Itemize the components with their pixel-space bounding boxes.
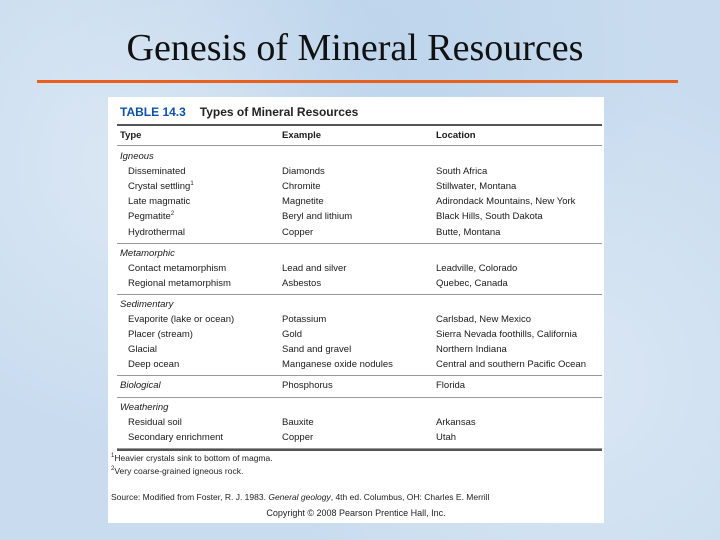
category-example: Phosphorus	[282, 380, 333, 392]
row-type-text: Late magmatic	[128, 196, 191, 208]
category-label: Metamorphic	[120, 247, 175, 259]
source-prefix: Source: Modified from Foster, R. J. 1983.	[111, 492, 269, 502]
row-location: South Africa	[436, 166, 488, 178]
row-example: Asbestos	[282, 277, 322, 289]
row-example: Magnetite	[282, 196, 324, 208]
row-type	[128, 359, 179, 370]
copyright-notice: Copyright © 2008 Pearson Prentice Hall, Inc.	[266, 508, 446, 518]
row-type-text: Contact metamorphism	[128, 262, 227, 274]
source-citation	[111, 492, 601, 502]
table-caption	[120, 105, 358, 119]
row-example: Sand and gravel	[282, 344, 352, 356]
footnote	[111, 466, 243, 476]
row-type	[128, 314, 234, 325]
row-location: Sierra Nevada foothills, California	[436, 329, 577, 341]
row-example: Beryl and lithium	[282, 211, 353, 223]
row-type	[128, 166, 186, 177]
title-underline	[37, 80, 678, 83]
row-location: Utah	[436, 431, 457, 443]
row-location: Leadville, Colorado	[436, 262, 518, 274]
row-type	[128, 211, 174, 222]
header-location: Location	[436, 130, 476, 141]
header-example: Example	[282, 130, 322, 141]
table-bottom-rule	[117, 449, 602, 451]
row-type	[128, 263, 226, 274]
table-top-rule	[117, 124, 602, 126]
row-location: Butte, Montana	[436, 226, 501, 238]
row-type-text: Hydrothermal	[128, 226, 186, 238]
group-divider	[117, 375, 602, 376]
row-location: Adirondack Mountains, New York	[436, 196, 576, 208]
row-example: Copper	[282, 226, 314, 238]
row-example: Potassium	[282, 314, 327, 325]
category-label: Igneous	[120, 151, 154, 162]
row-location: Black Hills, South Dakota	[436, 211, 543, 223]
footnote-marker: 1	[190, 181, 194, 188]
group-divider	[117, 397, 602, 398]
footnote-text: Very coarse-grained igneous rock.	[114, 466, 244, 476]
row-type	[128, 227, 185, 238]
row-example: Copper	[282, 431, 314, 443]
mineral-resources-table	[108, 97, 604, 523]
row-type-text: Evaporite (lake or ocean)	[128, 314, 235, 325]
row-example: Bauxite	[282, 416, 314, 428]
row-type	[128, 181, 194, 192]
category-location: Florida	[436, 380, 466, 392]
row-type	[128, 278, 231, 289]
row-location: Northern Indiana	[436, 344, 507, 356]
row-location: Arkansas	[436, 416, 476, 428]
footnote-text: Heavier crystals sink to bottom of magma.	[114, 453, 273, 463]
row-location: Stillwater, Montana	[436, 181, 517, 193]
row-location: Carlsbad, New Mexico	[436, 314, 532, 325]
footnote-mark: 2	[111, 466, 115, 472]
group-divider	[117, 243, 602, 244]
header-type: Type	[120, 130, 142, 141]
row-type	[128, 196, 190, 207]
row-location: Quebec, Canada	[436, 277, 508, 289]
row-type-text: Regional metamorphism	[128, 277, 231, 289]
row-type	[128, 344, 157, 355]
footnote-marker: 2	[170, 211, 175, 218]
category-label: Biological	[120, 380, 161, 392]
table-number: TABLE 14.3	[120, 105, 186, 119]
row-type	[128, 432, 223, 443]
row-type-text: Deep ocean	[128, 359, 180, 371]
source-suffix: , 4th ed. Columbus, OH: Charles E. Merrill	[330, 492, 490, 502]
header-rule	[117, 145, 602, 146]
row-example: Chromite	[282, 181, 321, 193]
table-title: Types of Mineral Resources	[199, 105, 359, 119]
row-example: Manganese oxide nodules	[282, 359, 393, 371]
row-type-text: Residual soil	[128, 416, 182, 428]
row-type-text: Disseminated	[128, 166, 186, 178]
row-type-text: Pegmatite	[128, 211, 171, 223]
slide-title: Genesis of Mineral Resources	[126, 27, 584, 69]
category-label: Sedimentary	[120, 298, 174, 310]
footnote	[111, 453, 273, 463]
row-type-text: Placer (stream)	[128, 329, 193, 341]
row-type-text: Glacial	[128, 344, 158, 356]
group-divider	[117, 294, 602, 295]
category-label: Weathering	[120, 401, 169, 413]
row-type-text: Secondary enrichment	[128, 431, 224, 443]
row-type	[128, 417, 182, 428]
footnote-mark: 1	[111, 453, 115, 459]
row-location: Central and southern Pacific Ocean	[436, 359, 586, 371]
row-type	[128, 329, 193, 340]
row-type-text: Crystal settling	[128, 181, 191, 193]
source-book: General geology	[268, 492, 331, 502]
row-example: Diamonds	[282, 166, 325, 178]
row-example: Gold	[282, 329, 303, 341]
row-example: Lead and silver	[282, 262, 347, 274]
